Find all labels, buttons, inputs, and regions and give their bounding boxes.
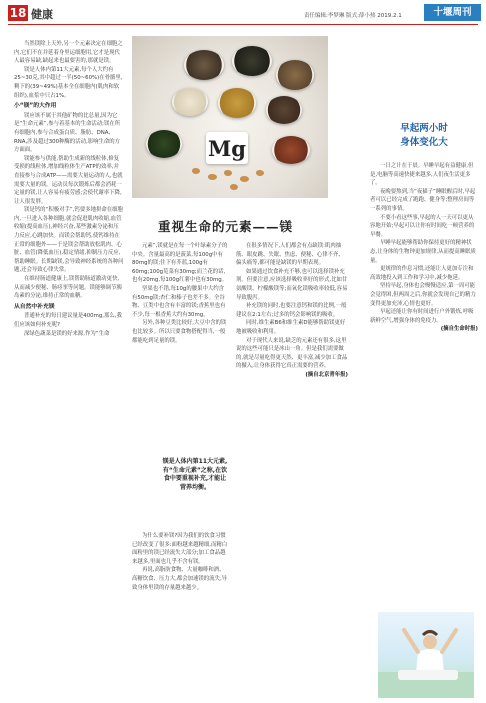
paragraph: 更规律的作息习惯,还能让人更加专注和高效地投入到工作和学习中,减少拖延。	[370, 266, 474, 281]
paragraph: 不要小看这些事,早起的人一天可以更从容地开始;早起可以让你有时间吃一顿营养的早餐。	[370, 214, 475, 238]
pull-quote: 镁是人体内第11大元素,有“生命元素”之称,在饮食中要重视补充,才能让营养均衡。	[162, 458, 228, 491]
page-number: 18	[9, 6, 27, 20]
sidebar-title-line: 早起两小时	[400, 123, 448, 134]
editor-meta: 责任编辑:李梦琳 版式:薛小热 2019.2.1	[304, 13, 402, 19]
paragraph: 再说,高脂肪食物、大量咖啡和酒、高糖饮食、压力大,都会加速镁的流失,导致身体里镁的存量越来越少。	[132, 567, 228, 591]
source-note: (摘自生命时报)	[440, 326, 478, 333]
paragraph: 同时,维生素B6和维生素D能够帮助镁更好地被吸收和利用。	[236, 320, 346, 335]
paragraph: 一日之计在于晨。早睡早起有益健康,但是,电脑等高速快捷来越多,人们夜生活更多了。	[370, 163, 474, 187]
article-title: 重视生命的元素——镁	[158, 219, 294, 234]
woman-stretching-photo	[378, 612, 474, 698]
nut-icon	[208, 174, 217, 180]
paragraph: 当然镁除上天外,另一个元素决定在细胞之内,它们不在并延着身里运细胞用,它才是现代人最容易缺,缺起来也最要害的,那就是镁。	[14, 41, 123, 65]
header-rule	[8, 24, 478, 25]
paragraph: 普通补充的每日建议量是400mg,那么,我们应该如何补充呢?	[14, 313, 122, 328]
paragraph: 对于现代人来说,缺乏的元素还有很多,这里说的这些可能只是冰山一角。但是我们需要做的,就是尽量吃得更天然、更丰富,减少加工食品的摄入,让身体获得它真正需要的营养。	[236, 337, 348, 370]
mg-label-card: Mg	[206, 132, 248, 164]
paragraph: 元素”,镁就是在每一个叶绿素分子的中央。含量最高的是菠菜,每100g中有80mg的镁;往下有芥蓝,100g有60mg;100g苋菜有30mg;而兰花的话,也有20mg,每100g红薯中也有30mg。	[132, 243, 228, 284]
paragraph: 坚持早起,身体也会慢慢适应,第一周可能会觉得困,但两周之后,你就会发现自己的精力变得更加充沛,心情也更好。	[370, 283, 476, 307]
paragraph: 另外,各种豆类比较好,大豆中含的镁也比较多。所以只要食物搭配得当,一般都能吃到足量的镁。	[132, 320, 227, 344]
source-note: (摘自北京青年报)	[305, 371, 348, 378]
article-column-2	[236, 242, 348, 702]
sidebar-column	[370, 162, 478, 606]
paragraph: 早睡早起能够帮助你保持更好的精神状态,让身体的生物钟更加规律,从而提高睡眠质量。	[370, 240, 476, 264]
bowl-icon	[232, 46, 272, 76]
woman-stretching-icon	[378, 612, 474, 698]
nut-icon	[230, 184, 238, 190]
paragraph: 为什么要补镁?因为我们的饮食习惯已经改变了很多:面粉越来越精细,而精白面粉里的镁已经流失大部分;加工食品越来越多,里面也几乎不含有镁。	[132, 533, 228, 565]
bowl-icon	[172, 88, 208, 116]
nut-icon	[256, 170, 264, 176]
paragraph: 镁应该不属于其他矿物的比总量,因为它是“生命元素”,参与着基本的生命活动;镁在所有细胞内,参与合成蛋白质、脂肪、DNA、RNA,涉及超过300种酶的活动,影响生命的方方面面。	[14, 112, 121, 154]
nut-icon	[224, 170, 232, 176]
article-column-1	[14, 40, 124, 700]
paragraph: 如果通过饮食补充不够,也可以选择镁补充剂。但要注意,应该选择吸收率好的形式,比如甘氨酸镁、柠檬酸镁等;而氧化镁吸收率较低,容易导致腹泻。	[236, 268, 348, 301]
paragraph: 在维持肠道健康上,镁帮助肠道激动更快,从而减少便秘、肠痉挛等问题。镁能够调节胰岛素的分泌,维持正常的血糖。	[14, 276, 122, 300]
nut-icon	[240, 176, 249, 182]
nut-icon	[192, 168, 200, 174]
paragraph: 镁是钙的“积极对手”,钙要多地拼命在细胞内,一旦进入各种细胞,就会促进肌肉收缩,血管收缩(提高血压),神经兴奋,某些激素分泌和压力反应,心跳加快。而镁会帮助钙,使钙维持在正常的细胞外——于是镁会帮助放松肌肉、心脏、血管(降低血压),稳定情绪,抑制压力反应,帮助睡眠。长期缺镁,会导致神经系统的各种问题,还会导致心律失常。	[14, 207, 124, 274]
bowl-icon	[146, 130, 182, 158]
masthead-logo: 十堰周刊	[424, 4, 481, 21]
article-column-2b	[132, 532, 228, 700]
page-header	[0, 0, 486, 26]
paragraph: 夜晚要熬到,当“夜猫子”睡眠醒后时,早起者可以已经完成了跑跑、健身等;整理房间等一系列的事情。	[370, 188, 476, 212]
bowl-icon	[276, 60, 314, 90]
bowl-icon	[272, 136, 310, 164]
article-column-2a	[132, 242, 228, 452]
paragraph: 补充镁的同时,也要注意钙和镁的比例,一般建议在2:1左右;过多的钙会影响镁的吸收。	[236, 303, 347, 318]
bowl-icon	[218, 88, 256, 118]
paragraph: 坚果也不错,每10g的腰果中大约含有50mg镁;杏仁和榛子也差不多。全谷物、豆类中也含有丰富的镁;香蕉里也有不少,每一根香蕉大约有30mg。	[132, 285, 226, 318]
magnesium-food-photo	[132, 36, 328, 198]
subheading: 小“镁”的大作用	[14, 103, 57, 110]
sidebar-title	[372, 122, 476, 150]
bowl-icon	[184, 50, 224, 80]
subheading: 从自然中补充镁	[14, 303, 55, 310]
paragraph: 镁能参与供能,帮助生成新的线粒体,修复受损的线粒体,增加线粒体生产ATP的效率,并直接参与合成ATP——需要大量运动的人,也就需要大量的镁。运动员每次锻炼后都会消耗一定量的镁,让人容易有疲劳感;会使代谢率下降,让人很发胖。	[14, 155, 123, 205]
bowl-icon	[266, 96, 302, 124]
paragraph: 深绿色蔬菜是镁的好来源,作为“生命	[24, 330, 110, 337]
section-name: 健康	[31, 8, 53, 21]
paragraph: 镁是人体内第11大元素,每个人大约有25~30克,其中超过一半(50~60%)在骨骼里,剩下的(39~49%)基本全在细胞内(肌肉和软组织),血浆中只占1%。	[14, 66, 123, 99]
paragraph: 在很多情况下,人们都会有点缺镁:肌肉抽筋、眼皮跳、失眠、焦虑、便秘、心律不齐、偏头痛等,都可能是缺镁的早期表现。	[236, 243, 344, 267]
paragraph: 早起还能让你有时间进行户外锻炼,呼吸新鲜空气,增强身体的免疫力。	[370, 309, 474, 324]
sidebar-title-line: 身体变化大	[400, 137, 448, 148]
